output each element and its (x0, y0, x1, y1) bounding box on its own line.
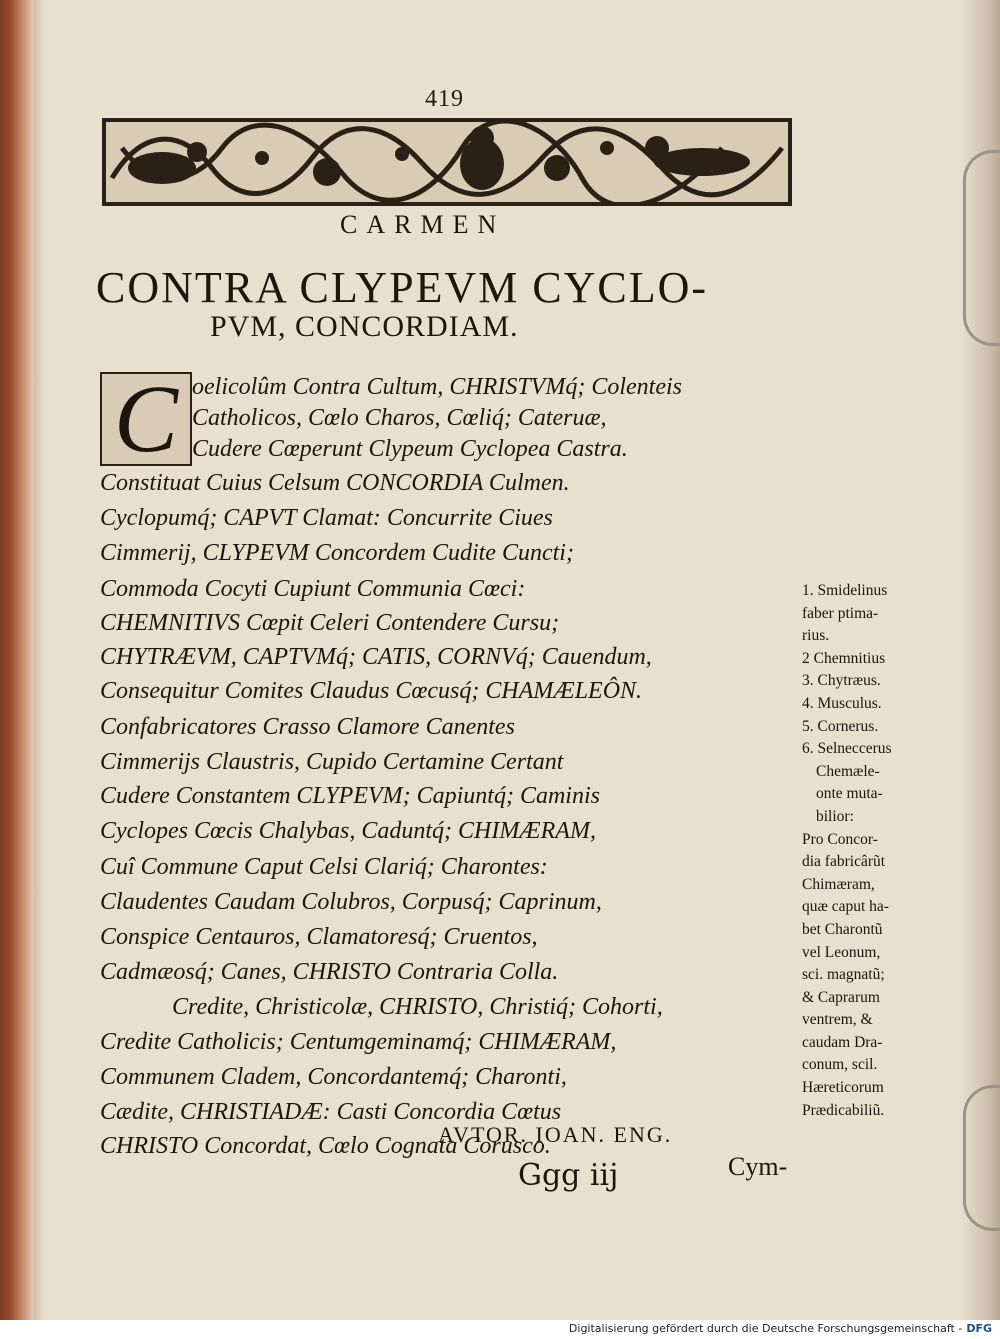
verse-line: Cyclopumq́; CAPVT Clamat: Concurrite Ciues (100, 505, 553, 531)
marginal-note: rius. (802, 627, 830, 645)
verse-line: Conspice Centauros, Clamatoresq́; Cruentos, (100, 924, 538, 950)
page-number: 419 (425, 86, 464, 112)
decorated-initial (100, 365, 192, 472)
marginal-note: vel Leonum, (802, 943, 881, 961)
marginal-note: 1. Smidelinus (802, 582, 888, 599)
signature-mark: Ggg iij (518, 1158, 619, 1193)
verse-line: CHEMNITIVS Cœpit Celeri Contendere Cursu; (100, 610, 560, 636)
verse-line: Cimmerij, CLYPEVM Concordem Cudite Cuncti; (100, 540, 574, 566)
page-clip-bottom (963, 1085, 1000, 1231)
verse-line: Cadmæosq́; Canes, CHRISTO Contraria Colla. (100, 959, 559, 985)
verse-line: Confabricatores Crasso Clamore Canentes (100, 714, 515, 740)
marginal-note: Chimæram, (802, 875, 875, 893)
marginal-note: & Caprarum (802, 988, 880, 1006)
footer-text: Digitalisierung gefördert durch die Deutsche Forschungsgemeinschaft - (568, 1322, 963, 1335)
verse-line: Constituat Cuius Celsum CONCORDIA Culmen. (100, 470, 570, 496)
verse-line: Credite, Christicolæ, CHRISTO, Christiq́; Cohorti, (172, 994, 663, 1020)
marginal-note: Pro Concor- (802, 830, 878, 848)
verse-line: Cyclopes Cœcis Chalybas, Caduntq́; CHIMÆRAM, (100, 818, 596, 844)
title-concordiam: PVM, CONCORDIAM. (210, 310, 519, 343)
page-clip-top (963, 150, 1000, 346)
page-gutter (34, 0, 44, 1320)
marginal-note: 6. Selneccerus (802, 740, 892, 758)
verse-line: Catholicos, Cœlo Charos, Cœliq́; Cateruæ, (192, 405, 607, 431)
marginal-note: 2 Chemnitius (802, 649, 886, 667)
verse-line: CHRISTO Concordat, Cœlo Cognata Corusco. (100, 1133, 551, 1159)
marginal-note: bet Charontũ (802, 920, 883, 938)
verse-line: CHYTRÆVM, CAPTVMq́; CATIS, CORNVq́; Cauendum, (100, 644, 652, 670)
marginal-note: ventrem, & (802, 1011, 873, 1029)
marginal-note: conum, scil. (802, 1056, 878, 1074)
marginal-note: sci. magnatũ; (802, 966, 885, 984)
verse-line: Cudere Constantem CLYPEVM; Capiuntq́; Caminis (100, 783, 600, 809)
marginal-note: faber ptima- (802, 604, 879, 622)
marginal-note: bilior: (816, 807, 854, 825)
verse-line: Communem Cladem, Concordantemq́; Charonti, (100, 1064, 567, 1090)
verse-line: Commoda Cocyti Cupiunt Communia Cœci: (100, 576, 526, 602)
marginal-note: quæ caput ha- (802, 898, 889, 916)
dfg-logo: DFG (966, 1322, 992, 1335)
marginal-note: 5. Cornerus. (802, 717, 879, 735)
marginal-note: Prædicabiliũ. (802, 1101, 885, 1119)
marginal-note: dia fabricârũt (802, 853, 886, 871)
marginal-note: 3. Chytræus. (802, 672, 881, 690)
author-line: AVTOR. IOAN. ENG. (438, 1122, 673, 1147)
title-carmen: CARMEN (340, 210, 506, 239)
book-binding (0, 0, 34, 1320)
verse-line: Credite Catholicis; Centumgeminamq́; CHIMÆRAM, (100, 1029, 617, 1055)
verse-line: oelicolûm Contra Cultum, CHRISTVMq́; Colenteis (192, 374, 682, 400)
verse-line: Cuî Commune Caput Celsi Clariq́; Charontes: (100, 854, 548, 880)
marginal-note: Chemæle- (816, 762, 880, 780)
title-contra: CONTRA CLYPEVM CYCLO- (96, 263, 709, 312)
marginal-note: 4. Musculus. (802, 694, 882, 712)
verse-line: Consequitur Comites Claudus Cœcusq́; CHAMÆLEÔN. (100, 678, 643, 704)
marginal-note: onte muta- (816, 785, 883, 803)
marginal-note: Hæreticorum (802, 1079, 884, 1097)
catchword: Cym- (728, 1152, 788, 1181)
verse-line: Claudentes Caudam Colubros, Corpusq́; Caprinum, (100, 889, 602, 915)
verse-line: Cimmerijs Claustris, Cupido Certamine Certant (100, 749, 564, 775)
verse-line: Cudere Cœperunt Clypeum Cyclopea Castra. (192, 436, 628, 462)
initial-letter: C (113, 365, 179, 472)
marginal-notes (802, 580, 942, 1122)
verse-line: Cædite, CHRISTIADÆ: Casti Concordia Cœtus (100, 1099, 562, 1125)
digitization-footer (569, 1322, 992, 1335)
ornamental-header-icon (102, 118, 792, 206)
marginal-note: caudam Dra- (802, 1033, 883, 1051)
